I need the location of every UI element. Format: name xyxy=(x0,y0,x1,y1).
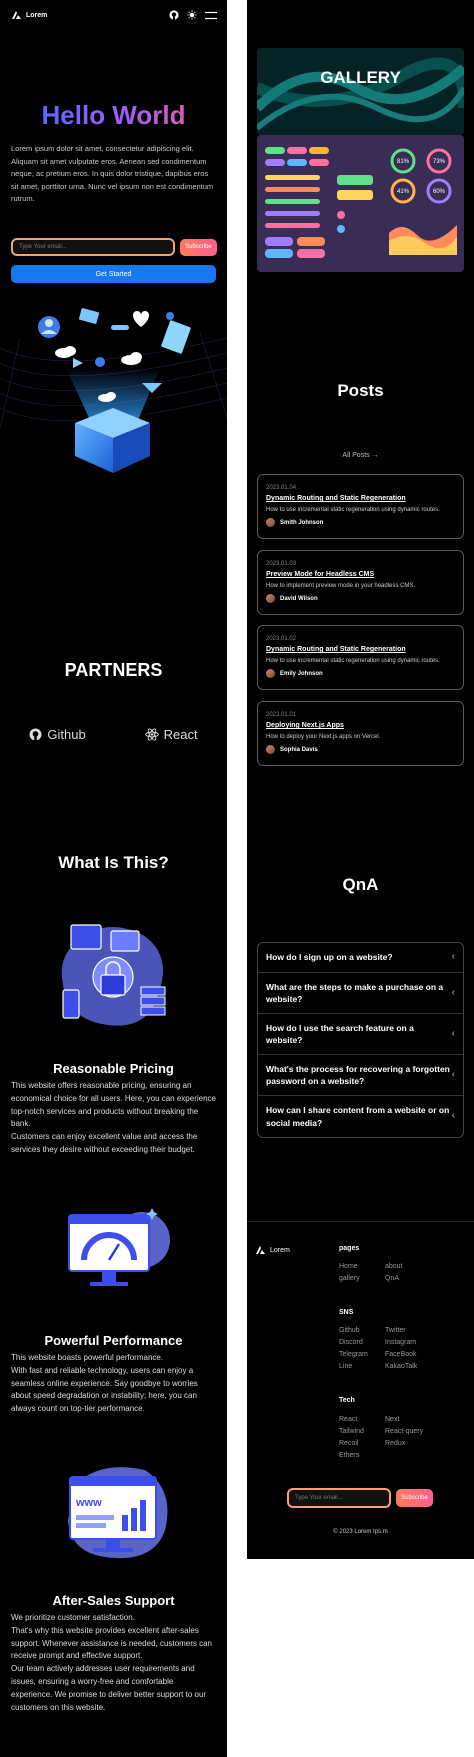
all-posts-link[interactable]: All Posts → xyxy=(342,452,379,459)
gallery-title: GALLERY xyxy=(320,68,401,87)
gallery-banner xyxy=(257,48,464,135)
footer-link[interactable]: Line xyxy=(339,1363,353,1370)
post-card[interactable] xyxy=(257,550,464,615)
gallery-stat: 81% xyxy=(396,159,410,165)
post-desc: How to deploy your Next.js apps on Vercel. xyxy=(266,734,381,740)
sun-icon[interactable] xyxy=(187,10,197,20)
hero-title: Hello World xyxy=(0,100,227,131)
hero-text: Lorem ipsum dolor sit amet, consectetur adipiscing elit. Aliquam sit amet vulputate eros. Aenean sed condimentum neque, ac pretium eros. In quis dolor tristique, dapibus eros sit amet, porttitor urna. Nunc vel ipsum non est condimentum rutrum. xyxy=(11,144,214,203)
footer-subscribe-button[interactable]: Subscribe xyxy=(396,1489,433,1507)
post-card[interactable] xyxy=(257,701,464,766)
footer-link[interactable]: KakaoTalk xyxy=(385,1363,418,1370)
partners-list xyxy=(0,727,227,742)
partner-github[interactable] xyxy=(29,727,85,742)
footer-email-input[interactable]: Type Your email... xyxy=(287,1488,391,1508)
gallery-stat: 60% xyxy=(432,189,446,195)
gallery-stat: 41% xyxy=(396,189,410,195)
footer-pages-title: pages xyxy=(339,1245,360,1252)
footer-link[interactable]: React-query xyxy=(385,1428,424,1435)
footer-divider xyxy=(247,1221,474,1222)
right-panel xyxy=(247,0,474,1559)
footer-link[interactable]: Home xyxy=(339,1263,358,1270)
post-date: 2023.01.02 xyxy=(266,636,297,642)
logo-text: Lorem xyxy=(26,11,48,19)
post-title[interactable]: Dynamic Routing and Static Regeneration xyxy=(266,495,406,502)
post-card[interactable] xyxy=(257,625,464,690)
feature-title: After-Sales Support xyxy=(52,1593,175,1608)
footer-link[interactable]: Redux xyxy=(385,1440,406,1447)
qna-item[interactable] xyxy=(258,943,463,973)
feature-text xyxy=(11,1352,216,1416)
menu-icon[interactable] xyxy=(205,11,217,20)
post-date: 2023.01.03 xyxy=(266,561,297,567)
support-illustration xyxy=(60,1460,175,1565)
footer-link[interactable]: Recoil xyxy=(339,1440,359,1447)
post-desc: How to implement preview mode in your headless CMS. xyxy=(266,583,416,589)
footer-link[interactable]: Ethers xyxy=(339,1452,360,1459)
feature-text-body: This website offers reasonable pricing, ensuring an economical choice for all users. Here, you can experience top-notch services and products without breaking the bank. Customers can enjoy excellent value and access the services they desire without exceeding their budget. xyxy=(11,1081,216,1154)
post-title[interactable]: Deploying Next.js Apps xyxy=(266,722,344,729)
partner-react[interactable] xyxy=(145,727,198,742)
partner-label: Github xyxy=(47,727,86,742)
footer-link[interactable]: Discord xyxy=(339,1339,363,1346)
footer-link[interactable]: Twitter xyxy=(385,1327,406,1334)
github-icon xyxy=(29,728,42,741)
feature-text-body: This website boasts powerful performance. With fast and reliable technology, users can enjoy a seamless online experience. Say goodbye to worries about speed degradation or instability; here, you can always count on top-tier performance. xyxy=(11,1353,198,1414)
copyright: © 2023 Lorem Ips.m xyxy=(333,1529,388,1535)
post-date: 2023.01.04 xyxy=(266,485,297,491)
post-author-name: Sophia Davis xyxy=(280,746,318,753)
post-author-name: Smith Johnson xyxy=(280,519,324,526)
avatar xyxy=(266,518,275,527)
post-card[interactable] xyxy=(257,474,464,539)
chevron-left-icon: ‹ xyxy=(451,951,455,963)
footer-subscribe-form xyxy=(287,1488,433,1508)
post-author xyxy=(266,669,455,678)
posts-title: Posts xyxy=(337,381,384,400)
post-desc: How to use incremental static regeneration using dynamic routes. xyxy=(266,507,440,513)
post-desc: How to use incremental static regeneration using dynamic routes. xyxy=(266,658,440,664)
post-title[interactable]: Dynamic Routing and Static Regeneration xyxy=(266,646,406,653)
post-author xyxy=(266,745,455,754)
navbar xyxy=(12,8,217,22)
post-author xyxy=(266,594,455,603)
avatar xyxy=(266,594,275,603)
qna-question: How do I sign up on a website? xyxy=(266,952,393,963)
avatar xyxy=(266,669,275,678)
logo-icon xyxy=(12,11,21,19)
footer-tech-title: Tech xyxy=(339,1397,355,1404)
post-author-name: Emily Johnson xyxy=(280,670,323,677)
qna-question: What are the steps to make a purchase on a website? xyxy=(266,981,444,1004)
chevron-left-icon: ‹ xyxy=(451,986,455,998)
gallery-card[interactable] xyxy=(257,135,464,272)
feature-title: Powerful Performance xyxy=(44,1333,183,1348)
post-author-name: David Wilson xyxy=(280,595,318,602)
footer-link[interactable]: about xyxy=(385,1263,403,1270)
post-author xyxy=(266,518,455,527)
qna-item[interactable] xyxy=(258,973,463,1014)
footer-logo[interactable] xyxy=(256,1246,290,1254)
footer-link[interactable]: React xyxy=(339,1416,358,1423)
features-title: What Is This? xyxy=(58,853,169,872)
footer-link[interactable]: QnA xyxy=(385,1275,400,1282)
security-illustration xyxy=(53,915,173,1035)
qna-question: How do I use the search feature on a website? xyxy=(266,1022,414,1045)
footer-link[interactable]: FaceBook xyxy=(385,1351,417,1358)
feature-text xyxy=(11,1080,216,1157)
footer-link[interactable]: gallery xyxy=(339,1275,360,1282)
feature-text-body: We prioritize customer satisfaction. That's why this website provides excellent after-sales support. Whenever assistance is needed, customers can receive prompt and effective support. Our team actively addresses user requirements and issues, ensuring a worry-free and comfortable experience. We promise to deliver better support to our customers on this website. xyxy=(11,1613,212,1712)
logo-icon xyxy=(256,1246,265,1254)
ui-kit-preview xyxy=(257,135,464,272)
partners-title: PARTNERS xyxy=(64,660,163,680)
qna-question: How can I share content from a website or on social media? xyxy=(266,1105,450,1128)
chevron-left-icon: ‹ xyxy=(451,1110,455,1122)
logo[interactable] xyxy=(12,11,47,19)
footer-logo-text: Lorem xyxy=(270,1246,290,1254)
qna-item[interactable] xyxy=(258,1096,463,1137)
performance-illustration xyxy=(64,1200,174,1300)
svg-text:www: www xyxy=(76,1497,102,1509)
qna-item[interactable] xyxy=(258,1055,463,1096)
hero-illustration xyxy=(0,288,227,480)
footer-link[interactable]: Telegram xyxy=(339,1351,368,1358)
post-date: 2023.01.01 xyxy=(266,712,297,718)
hero-subscribe-form xyxy=(11,238,217,256)
feature-title: Reasonable Pricing xyxy=(53,1061,174,1076)
qna-question: What's the process for recovering a forgotten password on a website? xyxy=(266,1063,450,1086)
react-icon xyxy=(145,728,159,741)
qna-list xyxy=(257,942,464,1138)
github-icon[interactable] xyxy=(169,10,179,20)
hero-subscribe-button[interactable]: Subscribe xyxy=(180,239,217,256)
gallery-stat: 73% xyxy=(432,159,446,165)
footer-sns-title: SNS xyxy=(339,1309,354,1316)
footer-link[interactable]: Github xyxy=(339,1327,360,1334)
footer-link[interactable]: Instagram xyxy=(385,1339,417,1346)
partner-label: React xyxy=(163,727,198,742)
chevron-left-icon: ‹ xyxy=(451,1068,455,1080)
get-started-button[interactable]: Get Started xyxy=(11,265,216,283)
footer-link[interactable]: Tailwind xyxy=(339,1428,364,1435)
post-title[interactable]: Preview Mode for Headless CMS xyxy=(266,571,375,578)
hero-email-input[interactable]: Type Your email... xyxy=(11,238,175,256)
feature-text xyxy=(11,1612,216,1714)
qna-title: QnA xyxy=(342,875,379,894)
chevron-left-icon: ‹ xyxy=(451,1027,455,1039)
avatar xyxy=(266,745,275,754)
footer-link[interactable]: Next xyxy=(385,1416,400,1423)
qna-item[interactable] xyxy=(258,1014,463,1055)
left-panel xyxy=(0,0,227,1757)
